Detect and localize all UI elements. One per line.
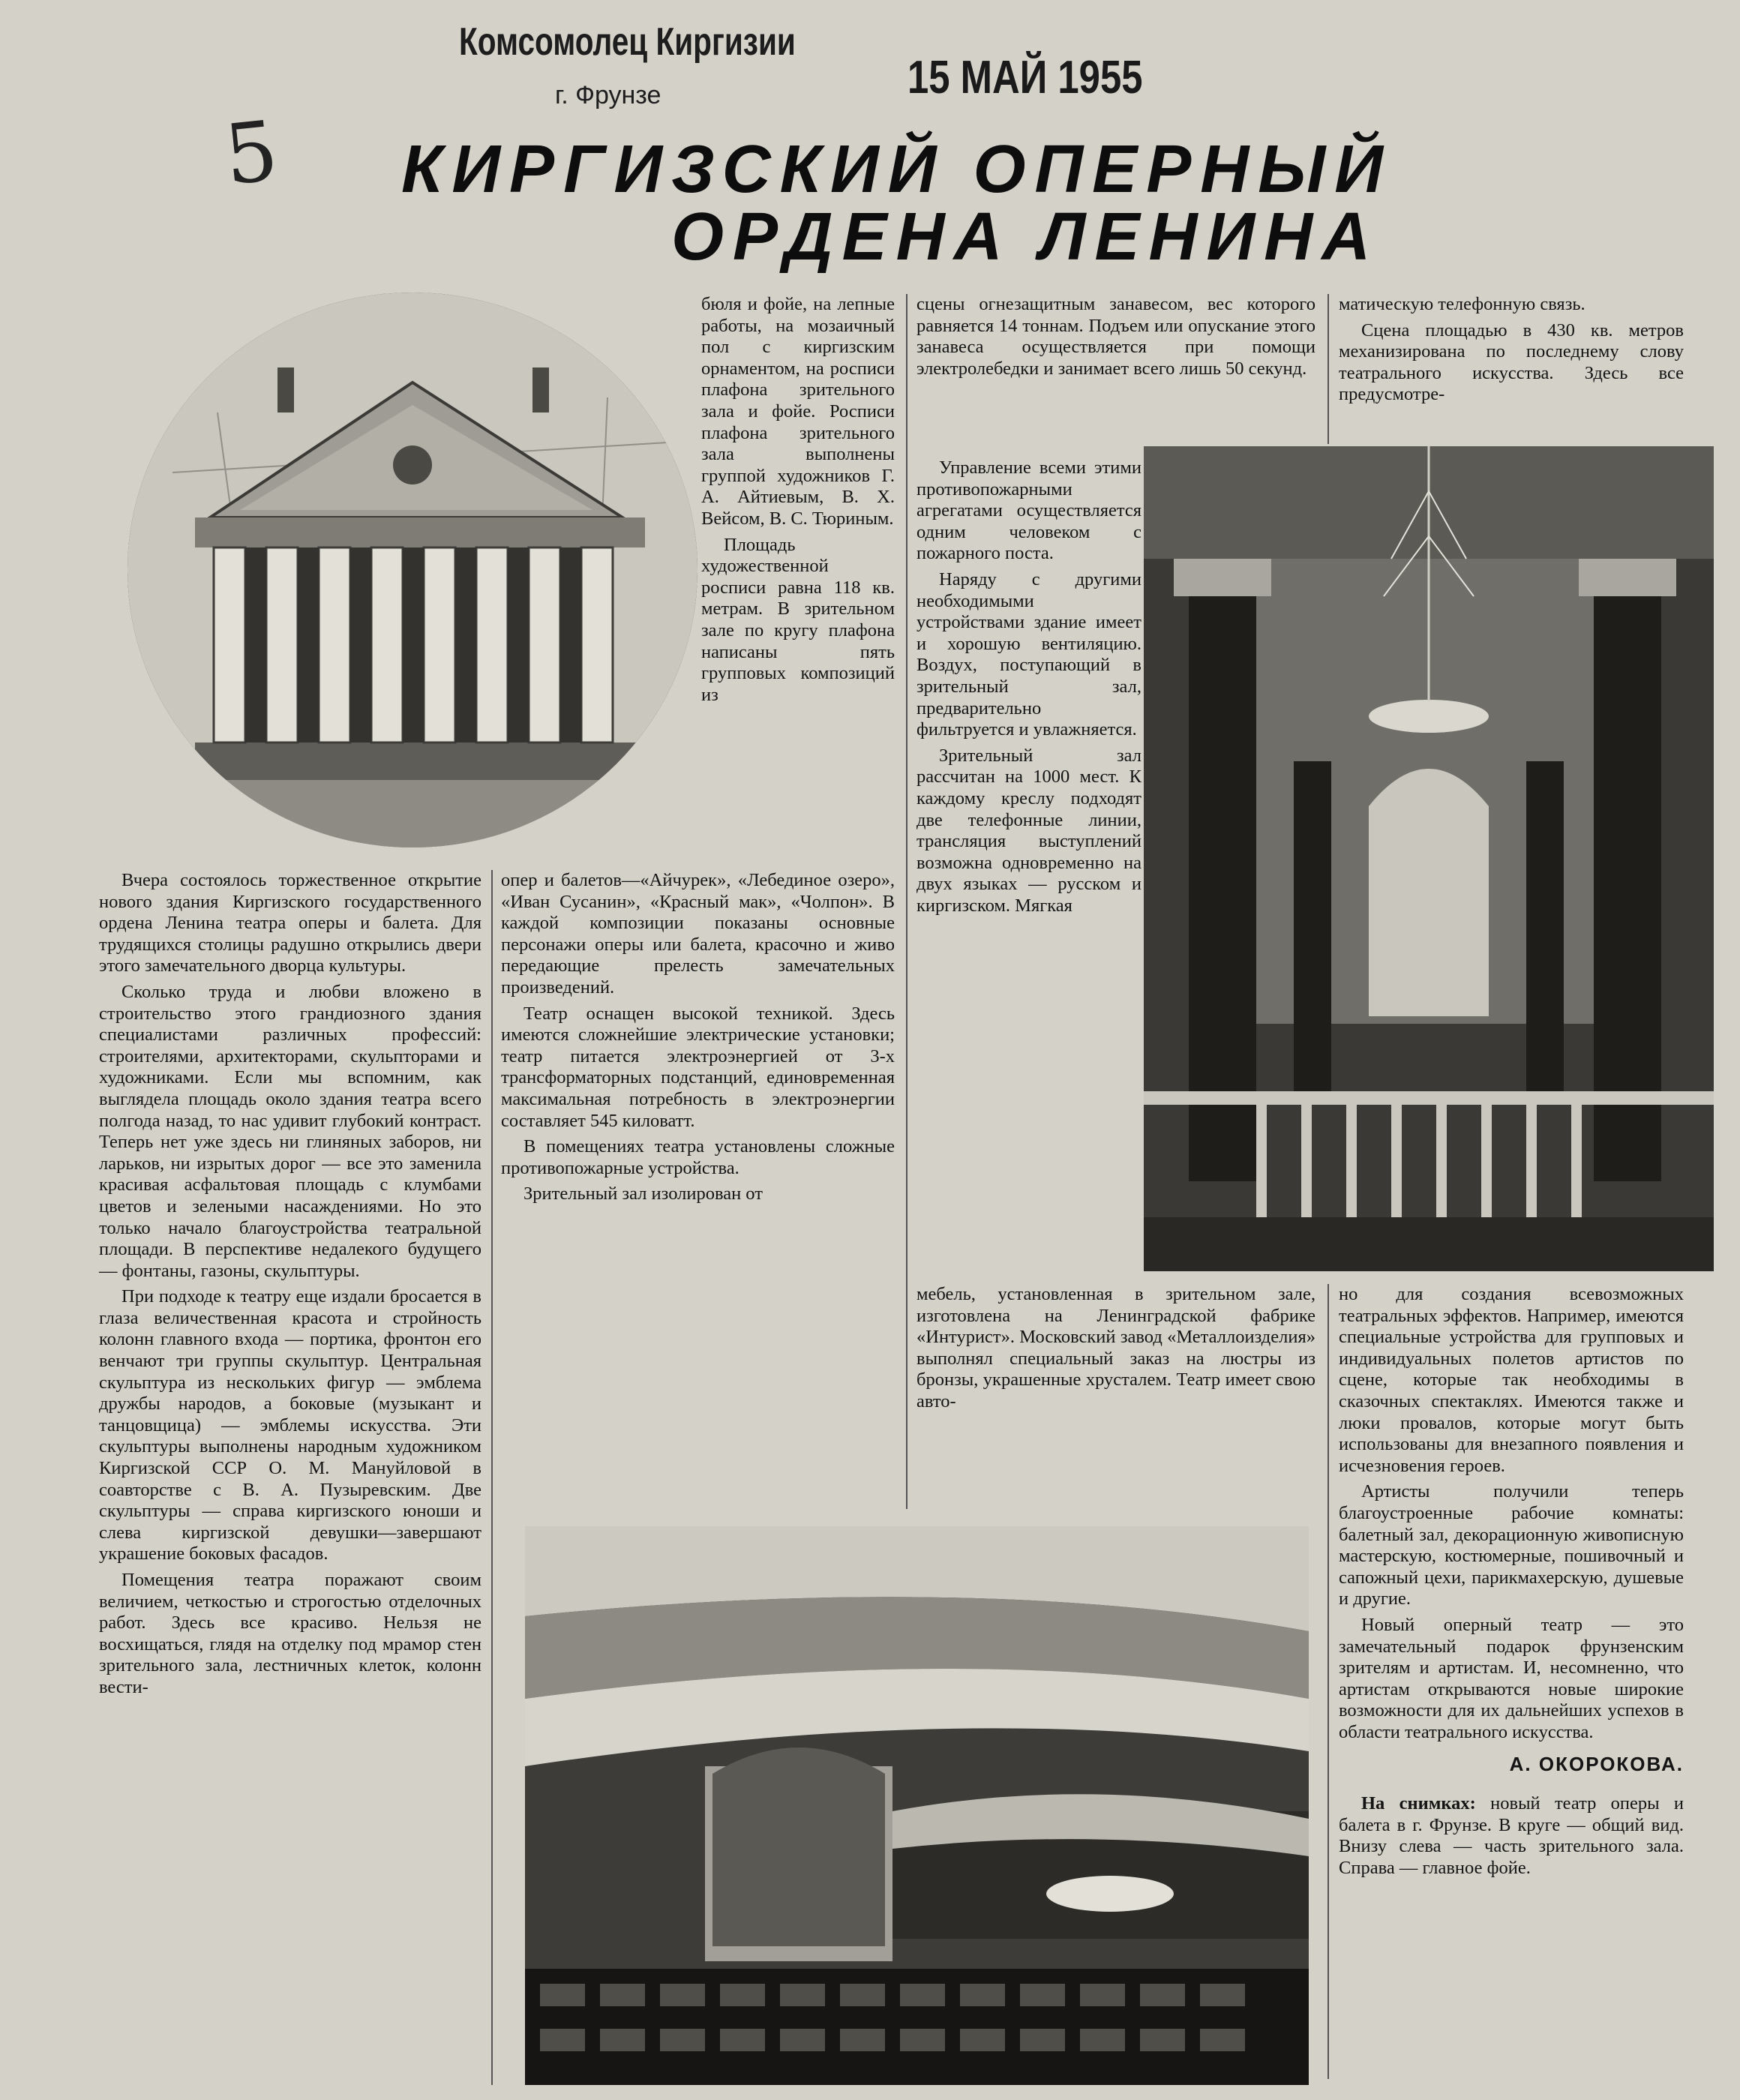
article-paragraph: Сцена площадью в 430 кв. метров механизирована по последнему слову театрального искусства. Здесь все предусмотре- [1339,320,1684,405]
article-paragraph: сцены огнезащитным занавесом, вес которого равняется 14 тоннам. Подъем или опускание этого занавеса осуществляется при помощи электролебедки и занимает всего лишь 50 секунд. [916,294,1316,379]
article-paragraph: матическую телефонную связь. [1339,294,1586,314]
main-foyer-photo [1144,446,1714,1271]
article-paragraph: но для создания всевозможных театральных эффектов. Например, имеются специальные устройства для групповых и индивидуальных полетов артистов по сцене, которые так необходимы в сказочных спектаклях. Имеются также и люки провалов, которые могут быть использованы для внезапного появления и исчезновения героев. [1339,1284,1684,1476]
article-paragraph: Новый оперный театр — это замечательный подарок фрунзенским зрителям и артистам. И, несомненно, что артистам открываются новые широкие возможности для их дальнейших успехов в области театрального искусства. [1339,1614,1684,1742]
caption-lead: На снимках: [1361,1793,1476,1814]
article-column-2-bottom [501,870,895,1205]
article-column-4-bottom [1339,1284,1684,1879]
article-column-4-top [1339,294,1684,406]
headline-line-1: КИРГИЗСКИЙ ОПЕРНЫЙ [401,132,1392,207]
article-paragraph: Вчера состоялось торжественное открытие нового здания Киргизского государственного ордена Ленина театра оперы и балета. Для трудящихся столицы радушно открылись двери этого замечательного дворца культуры. [99,870,482,976]
article-paragraph: Сколько труда и любви вложено в строительство этого грандиозного здания специалистами различных профессий: строителями, архитекторами, скульпторами и художниками. Если мы вспомним, как выглядела площадь около здания театра всего полгода назад, то нас удивит глубокий контраст. Теперь нет уже здесь ни глиняных заборов, ни ларьков, ни изрытых дорог — все это заменила красивая асфальтовая площадь с клумбами цветов и зелеными насаждениями. Но это только начало благоустройства театральной площади. В перспективе недалекого будущего — фонтаны, газоны, скульптуры. [99,981,482,1281]
article-paragraph: В помещениях театра установлены сложные противопожарные устройства. [501,1136,895,1178]
caption-text: новый театр оперы и балета в г. Фрунзе. В круге — общий вид. Внизу слева — часть зрительного зала. Справа — главное фойе. [1339,1793,1684,1878]
handwritten-page-number: 5 [220,102,283,204]
article-paragraph: Помещения театра поражают своим величием, четкостью и строгостью отделочных работ. Здесь все красиво. Нельзя не восхищаться, глядя на отделку под мрамор стен зрительного зала, лестничных клеток, колонн вести- [99,1570,482,1697]
article-paragraph: бюля и фойе, на лепные работы, на мозаичный пол с киргизским орнаментом, на росписи плафона зрительного зала и фойе. Росписи плафона зрительного зала выполнены группой художников Г. А. Айтиевым, В. Х. Вейсом, В. С. Тюриным. [701,294,895,529]
column-rule [491,870,493,2085]
column-rule [1328,294,1329,444]
article-paragraph: Артисты получили теперь благоустроенные рабочие комнаты: балетный зал, декорационную живописную мастерскую, костюмерные, пошивочный и сапожный цехи, парикмахерскую, душевые и другие. [1339,1481,1684,1610]
auditorium-photo [525,1526,1309,2085]
article-paragraph: Управление всеми этими противопожарными агрегатами осуществляется одним человеком с пожарного поста. [916,458,1142,564]
theater-exterior-photo [128,292,698,848]
column-rule [906,294,908,1509]
author-signature: А. ОКОРОКОВА. [1509,1753,1684,1776]
article-paragraph: Театр оснащен высокой техникой. Здесь имеются сложнейшие электрические установки; театр питается электроэнергией от 3-х трансформаторных подстанций, единовременная максимальная потребность в электроэнергии составляет 545 киловатт. [501,1003,895,1131]
article-column-3-bottom [916,1284,1316,1413]
article-paragraph: Площадь художественной росписи равна 118 кв. метрам. В зрительном зале по кругу плафона написаны пять групповых композиций из [701,534,895,705]
article-column-1 [99,870,482,1699]
article-paragraph: опер и балетов—«Айчурек», «Лебединое озеро», «Иван Сусанин», «Красный мак», «Чолпон». В каждой композиции показаны основные персонажи оперы или балета, красочно и живо передающие прелесть замечательных произведений. [501,870,895,998]
article-paragraph: Зрительный зал изолирован от [524,1184,763,1204]
photo-caption [1339,1793,1684,1879]
city-stamp: г. Фрунзе [555,81,662,110]
article-column-3-narrow [916,458,1142,916]
article-column-3-top [916,294,1316,380]
article-paragraph: Зрительный зал рассчитан на 1000 мест. К каждому креслу подходят две телефонные линии, трансляция выступлений возможна одновременно на двух языках — русском и киргизском. Мягкая [916,745,1142,916]
column-rule [1328,1284,1329,2079]
article-paragraph: При подходе к театру еще издали бросается в глаза величественная красота и стройность колонн главного входа — портика, фронтон его венчают три группы скульптур. Центральная скульптура из нескольких фигур — эмблема дружбы народов, а боковые (музыкант и танцовщица) — эмблемы искусства. Эти скульптуры выполнены народным художником Киргизской ССР О. М. Мануйловой в соавторстве с В. А. Пузыревским. Две скульптуры — справа киргизского юноши и слева киргизской девушки—завершают украшение боковых фасадов. [99,1286,482,1564]
date-stamp: 15 МАЙ 1955 [908,52,1143,104]
article-paragraph: мебель, установленная в зрительном зале, изготовлена на Ленинградской фабрике «Интурист». Московский завод «Металлоизделия» выполнял специальный заказ на люстры из бронзы, украшенные хрусталем. Театр имеет свою авто- [916,1284,1316,1412]
newspaper-stamp: Комсомолец Киргизии [459,20,796,64]
headline-line-2: ОРДЕНА ЛЕНИНА [671,200,1380,274]
article-paragraph: Наряду с другими необходимыми устройствами здание имеет и хорошую вентиляцию. Воздух, поступающий в зрительный зал, предварительно фильтруется и увлажняется. [916,568,1142,740]
article-column-2-top [701,294,895,706]
